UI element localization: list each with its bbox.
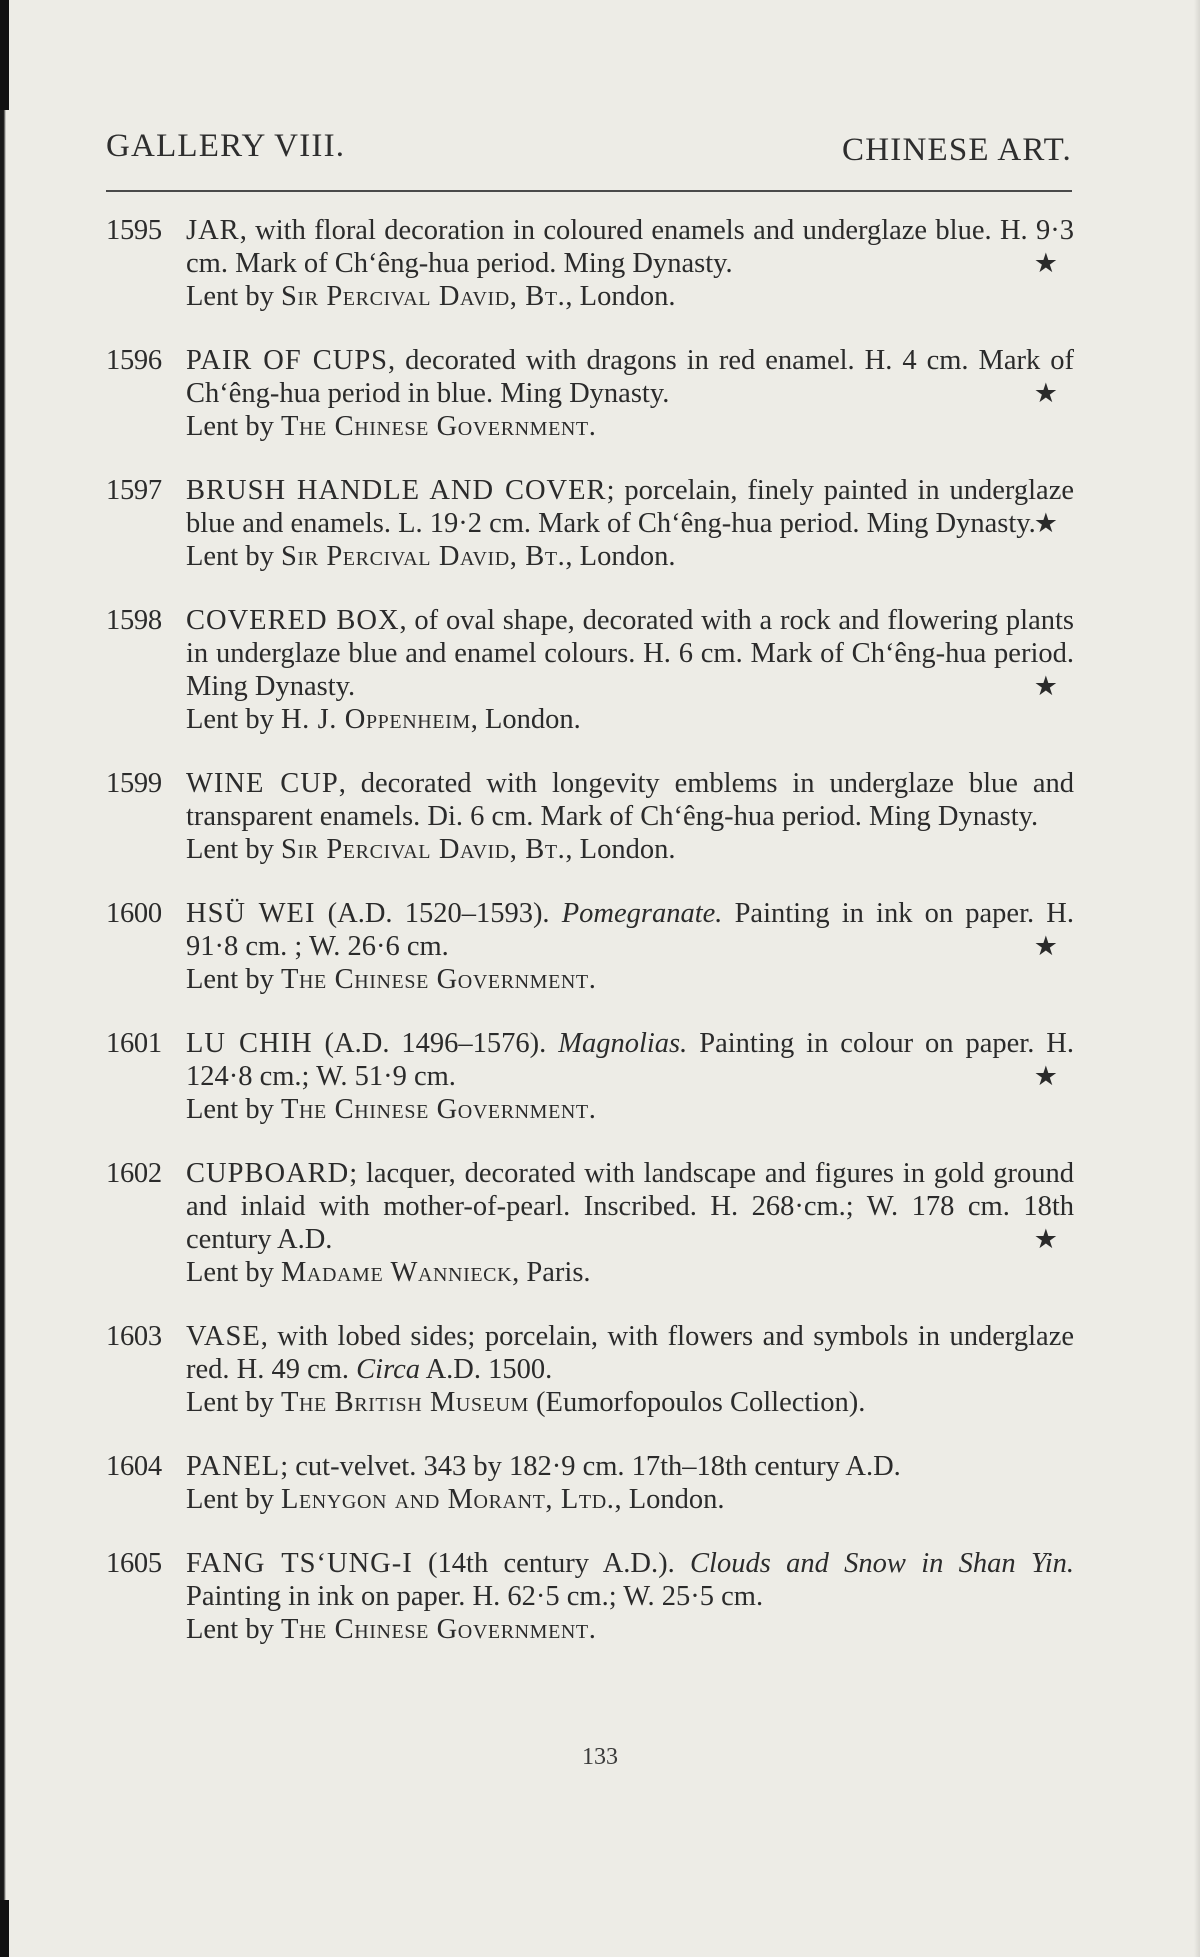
catalogue-entry bbox=[106, 344, 1074, 443]
entry-number: 1596 bbox=[106, 345, 162, 376]
entry-lender bbox=[186, 833, 1074, 866]
entry-lender bbox=[186, 280, 1074, 313]
lender-prefix: Lent by bbox=[186, 834, 281, 865]
entry-description bbox=[186, 474, 1074, 540]
entry-description bbox=[186, 344, 1074, 410]
entry-description bbox=[186, 767, 1074, 833]
page-number: 133 bbox=[582, 1744, 618, 1770]
entry-title: Clouds and Snow in Shan Yin. bbox=[690, 1548, 1074, 1579]
lender-suffix: . bbox=[588, 964, 596, 995]
entry-number: 1603 bbox=[106, 1321, 162, 1352]
catalogue-entry bbox=[106, 1027, 1074, 1126]
catalogue-entry bbox=[106, 1157, 1074, 1289]
page-binding-edge bbox=[0, 0, 6, 1957]
entry-text: , of oval shape, decorated with a rock and flowering plants in underglaze blue and enamel colours. H. 6 cm. Mark of Ch‘êng-hua period. Ming Dynasty. bbox=[186, 605, 1074, 702]
catalogue-entry bbox=[106, 474, 1074, 573]
entry-heading: PANEL bbox=[186, 1451, 281, 1482]
catalogue-entry bbox=[106, 897, 1074, 996]
lender-suffix: , London. bbox=[614, 1484, 725, 1515]
lender-suffix: , London. bbox=[565, 281, 676, 312]
entry-heading: PAIR OF CUPS bbox=[186, 345, 389, 376]
entry-text: , decorated with dragons in red enamel. H. 4 cm. Mark of Ch‘êng-hua period in blue. Ming Dynasty. bbox=[186, 345, 1074, 409]
page-right-edge bbox=[1194, 0, 1200, 1957]
catalogue-entries bbox=[106, 214, 1074, 1677]
running-head bbox=[106, 128, 1072, 168]
entry-number: 1599 bbox=[106, 768, 162, 799]
page-binding-mark-top bbox=[0, 0, 9, 110]
star-icon: ★ bbox=[1033, 671, 1058, 701]
catalogue-entry bbox=[106, 1320, 1074, 1419]
running-head-gallery: GALLERY VIII. bbox=[106, 128, 346, 164]
entry-text: Painting in ink on paper. H. 62·5 cm.; W. 25·5 cm. bbox=[186, 1581, 764, 1612]
lender-name: Sir Percival David, Bt. bbox=[280, 541, 566, 572]
entry-heading: JAR bbox=[186, 215, 240, 246]
lender-name: The Chinese Government bbox=[280, 1094, 589, 1125]
entry-number: 1598 bbox=[106, 605, 162, 636]
entry-text: ; lacquer, decorated with landscape and figures in gold ground and inlaid with mother-of-pearl. Inscribed. H. 268·cm.; W. 178 cm. 18th century A.D. bbox=[186, 1158, 1074, 1255]
star-icon: ★ bbox=[1033, 508, 1058, 538]
lender-prefix: Lent by bbox=[186, 281, 281, 312]
entry-heading: CUPBOARD bbox=[186, 1158, 350, 1189]
page-binding-mark-bottom bbox=[0, 1900, 9, 1957]
entry-lender bbox=[186, 1093, 1074, 1126]
entry-description bbox=[186, 1450, 1074, 1483]
entry-heading: HSÜ WEI bbox=[186, 898, 316, 929]
header-rule bbox=[106, 190, 1072, 192]
entry-number: 1600 bbox=[106, 898, 162, 929]
lender-suffix: , London. bbox=[470, 704, 581, 735]
lender-prefix: Lent by bbox=[186, 1614, 281, 1645]
star-icon: ★ bbox=[1033, 248, 1058, 278]
lender-suffix: , Paris. bbox=[512, 1257, 591, 1288]
entry-text: A.D. 1500. bbox=[420, 1354, 553, 1385]
lender-name: H. J. Oppenheim bbox=[280, 704, 471, 735]
entry-description bbox=[186, 1157, 1074, 1256]
entry-number: 1601 bbox=[106, 1028, 162, 1059]
entry-text: , decorated with longevity emblems in underglaze blue and transparent enamels. Di. 6 cm. Mark of Ch‘êng-hua period. Ming Dynasty. bbox=[186, 768, 1074, 832]
lender-suffix: . bbox=[588, 1094, 596, 1125]
catalogue-entry bbox=[106, 1547, 1074, 1646]
entry-date-note: (14th century A.D.). bbox=[412, 1548, 691, 1579]
entry-number: 1602 bbox=[106, 1158, 162, 1189]
entry-lender bbox=[186, 963, 1074, 996]
lender-prefix: Lent by bbox=[186, 1387, 281, 1418]
lender-name: The Chinese Government bbox=[280, 1614, 589, 1645]
entry-lender bbox=[186, 540, 1074, 573]
entry-number: 1595 bbox=[106, 215, 162, 246]
lender-suffix: , London. bbox=[565, 541, 676, 572]
entry-title: Magnolias. bbox=[558, 1028, 688, 1059]
entry-description bbox=[186, 214, 1074, 280]
entry-lender bbox=[186, 703, 1074, 736]
lender-prefix: Lent by bbox=[186, 704, 281, 735]
entry-description bbox=[186, 897, 1074, 963]
entry-heading: LU CHIH bbox=[186, 1028, 313, 1059]
entry-heading: COVERED BOX bbox=[186, 605, 400, 636]
entry-text: ; porcelain, finely painted in underglaze blue and enamels. L. 19·2 cm. Mark of Ch‘êng-hua period. Ming Dynasty. bbox=[186, 475, 1075, 539]
lender-prefix: Lent by bbox=[186, 411, 281, 442]
catalogue-entry bbox=[106, 767, 1074, 866]
lender-name: Lenygon and Morant, Ltd. bbox=[280, 1484, 615, 1515]
lender-suffix: (Eumorfopoulos Collection). bbox=[528, 1387, 866, 1418]
star-icon: ★ bbox=[1033, 1224, 1058, 1254]
lender-suffix: . bbox=[588, 411, 596, 442]
lender-suffix: , London. bbox=[565, 834, 676, 865]
entry-heading: VASE bbox=[186, 1321, 261, 1352]
entry-date-note: (A.D. 1520–1593). bbox=[315, 898, 562, 929]
entry-description bbox=[186, 1320, 1074, 1386]
entry-lender bbox=[186, 1256, 1074, 1289]
entry-lender bbox=[186, 1386, 1074, 1419]
running-head-section: CHINESE ART. bbox=[842, 132, 1072, 168]
entry-lender bbox=[186, 1483, 1074, 1516]
catalogue-entry bbox=[106, 1450, 1074, 1516]
entry-lender bbox=[186, 410, 1074, 443]
catalogue-entry bbox=[106, 214, 1074, 313]
entry-text: ; cut-velvet. 343 by 182·9 cm. 17th–18th century A.D. bbox=[280, 1451, 901, 1482]
entry-description bbox=[186, 1027, 1074, 1093]
entry-lender bbox=[186, 1613, 1074, 1646]
catalogue-entry bbox=[106, 604, 1074, 736]
lender-name: Sir Percival David, Bt. bbox=[280, 834, 566, 865]
lender-name: The British Museum bbox=[280, 1387, 529, 1418]
lender-name: Sir Percival David, Bt. bbox=[280, 281, 566, 312]
entry-text: , with floral decoration in coloured enamels and underglaze blue. H. 9·3 cm. Mark of Ch‘êng-hua period. Ming Dynasty. bbox=[186, 215, 1074, 279]
entry-description bbox=[186, 1547, 1074, 1613]
entry-heading: FANG TS‘UNG-I bbox=[186, 1548, 413, 1579]
lender-suffix: . bbox=[588, 1614, 596, 1645]
lender-prefix: Lent by bbox=[186, 1484, 281, 1515]
lender-prefix: Lent by bbox=[186, 964, 281, 995]
entry-heading: WINE CUP bbox=[186, 768, 339, 799]
entry-date-note: , with lobed sides; porcelain, with flowers and symbols in underglaze red. H. 49 cm. bbox=[186, 1321, 1074, 1385]
star-icon: ★ bbox=[1033, 931, 1058, 961]
entry-heading: BRUSH HANDLE AND COVER bbox=[186, 475, 607, 506]
lender-prefix: Lent by bbox=[186, 1257, 281, 1288]
lender-name: Madame Wannieck bbox=[280, 1257, 513, 1288]
entry-text: Painting in ink on paper. H. 91·8 cm. ; W. 26·6 cm. bbox=[186, 898, 1074, 962]
entry-description bbox=[186, 604, 1074, 703]
lender-prefix: Lent by bbox=[186, 541, 281, 572]
entry-title: Pomegranate. bbox=[561, 898, 723, 929]
star-icon: ★ bbox=[1033, 378, 1058, 408]
entry-date-note: (A.D. 1496–1576). bbox=[312, 1028, 559, 1059]
lender-name: The Chinese Government bbox=[280, 411, 589, 442]
entry-number: 1597 bbox=[106, 475, 162, 506]
entry-text: Painting in colour on paper. H. 124·8 cm.; W. 51·9 cm. bbox=[186, 1028, 1075, 1092]
lender-name: The Chinese Government bbox=[280, 964, 589, 995]
lender-prefix: Lent by bbox=[186, 1094, 281, 1125]
entry-number: 1604 bbox=[106, 1451, 162, 1482]
entry-title: Circa bbox=[356, 1354, 421, 1385]
entry-number: 1605 bbox=[106, 1548, 162, 1579]
star-icon: ★ bbox=[1033, 1061, 1058, 1091]
